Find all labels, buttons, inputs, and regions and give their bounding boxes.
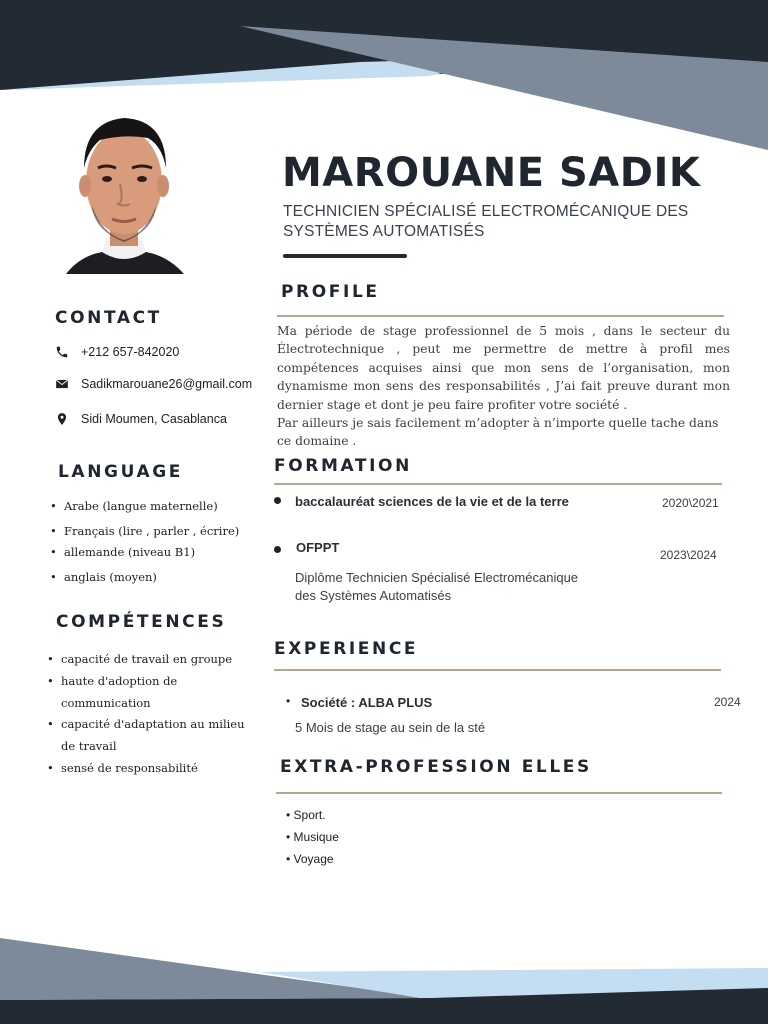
formation-entry-description: Diplôme Technicien Spécialisé Electromécanique des Systèmes Automatisés bbox=[295, 570, 579, 603]
mail-icon bbox=[55, 377, 69, 391]
profile-photo bbox=[62, 106, 186, 276]
title-underline bbox=[283, 254, 407, 258]
list-item: • Français (lire , parler , écrire) bbox=[50, 524, 250, 545]
phone-number[interactable]: +212 657-842020 bbox=[81, 345, 180, 359]
bullet-dot bbox=[274, 546, 281, 553]
formation-entry-date: 2020\2021 bbox=[662, 496, 719, 510]
section-divider bbox=[277, 315, 724, 317]
experience-entry-description: 5 Mois de stage au sein de la sté bbox=[295, 720, 486, 735]
profile-paragraph: Par ailleurs je sais facilement m’adopter à n’importe quelle tache dans ce domaine . bbox=[277, 416, 719, 449]
contact-email bbox=[55, 377, 252, 391]
list-item: • Sport. bbox=[286, 808, 326, 822]
experience-entry-date: 2024 bbox=[714, 695, 741, 709]
list-item: • capacité d'adaptation au milieu de travail bbox=[47, 714, 257, 758]
contact-phone bbox=[55, 345, 179, 359]
bullet-dot bbox=[274, 497, 281, 504]
extra-list bbox=[286, 808, 339, 874]
email-address[interactable]: Sadikmarouane26@gmail.com bbox=[81, 377, 253, 391]
contact-location bbox=[55, 410, 227, 428]
list-item: • haute d'adoption de communication bbox=[47, 671, 269, 715]
section-divider bbox=[274, 669, 721, 671]
extra-heading: EXTRA-PROFESSION ELLES bbox=[280, 757, 592, 777]
list-item: • Arabe (langue maternelle) bbox=[50, 499, 250, 524]
location-text: Sidi Moumen, Casablanca bbox=[81, 412, 227, 426]
phone-icon bbox=[55, 345, 69, 359]
language-heading: LANGUAGE bbox=[58, 462, 183, 482]
formation-entry-date: 2023\2024 bbox=[660, 548, 717, 562]
list-item: • allemande (niveau B1) bbox=[50, 545, 250, 570]
list-item: • anglais (moyen) bbox=[50, 570, 250, 584]
profile-heading: PROFILE bbox=[281, 282, 380, 302]
job-title: TECHNICIEN SPÉCIALISÉ ELECTROMÉCANIQUE DES SYSTÈMES AUTOMATISÉS bbox=[283, 203, 689, 240]
list-item: • Voyage bbox=[286, 852, 334, 866]
list-item: • Musique bbox=[286, 830, 339, 844]
profile-paragraph: Ma période de stage professionnel de 5 mois , dans le secteur du Électrotechnique , peut me permettre de mettre à profil mes compétences acquises ainsi que mon sens de l’organisation, mon dynamisme mon sens des responsabilités , J’ai fait preuve durant mon dernier stage et dont je peu faire profiter votre société . bbox=[277, 324, 730, 412]
profile-summary bbox=[277, 322, 730, 451]
contact-heading: CONTACT bbox=[55, 308, 162, 328]
experience-entry-title: Société : ALBA PLUS bbox=[301, 695, 433, 710]
experience-heading: EXPERIENCE bbox=[274, 639, 419, 659]
list-item: • sensé de responsabilité bbox=[47, 758, 269, 780]
formation-entry-title: baccalauréat sciences de la vie et de la terre bbox=[295, 494, 569, 509]
competences-list bbox=[47, 649, 269, 780]
section-divider bbox=[274, 483, 722, 485]
bullet-icon: • bbox=[286, 694, 291, 708]
formation-heading: FORMATION bbox=[274, 456, 412, 476]
section-divider bbox=[276, 792, 722, 794]
language-list bbox=[50, 499, 250, 584]
list-item: • capacité de travail en groupe bbox=[47, 649, 269, 671]
competences-heading: COMPÉTENCES bbox=[56, 612, 227, 632]
candidate-name: MAROUANE SADIK bbox=[282, 150, 701, 196]
location-pin-icon bbox=[55, 410, 69, 428]
formation-entry-title: OFPPT bbox=[296, 540, 340, 555]
